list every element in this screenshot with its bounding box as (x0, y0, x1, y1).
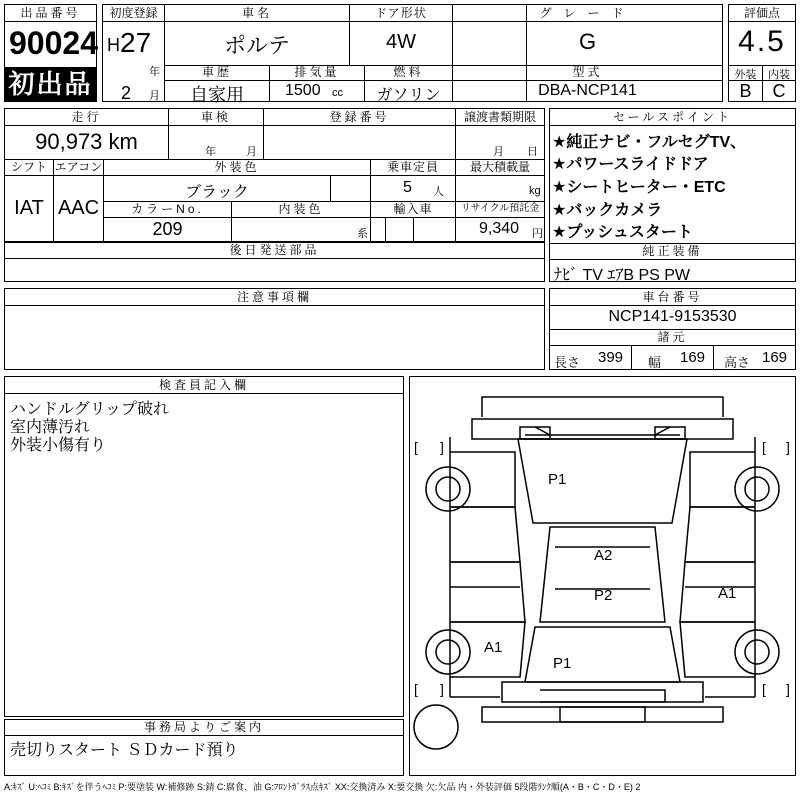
displacement: 1500 (285, 82, 321, 99)
interior-score: C (772, 81, 786, 101)
displacement-label: 排気量 (294, 65, 340, 79)
chassis-number: NCP141-9153530 (608, 308, 737, 325)
interior-color-label: 内装色 (278, 202, 324, 216)
first-reg-year-unit: 年 (149, 66, 160, 78)
equipment-label: 純正装備 (642, 244, 703, 258)
max-load-unit: kg (529, 185, 541, 197)
first-reg-month-unit: 月 (149, 90, 160, 102)
damage-mark-hood: P1 (548, 471, 567, 488)
transfer-label: 譲渡書類期限 (463, 110, 536, 124)
shift: IAT (14, 197, 44, 219)
plate-label: 登録番号 (329, 110, 390, 124)
first-reg-label: 初度登録 (109, 6, 158, 20)
score-label: 評価点 (743, 6, 780, 20)
sales-point-1: ★純正ナビ・フルセグTV、 (552, 134, 747, 151)
model-label: 型式 (572, 65, 603, 79)
recycle-label: リサイクル預託金 (460, 203, 540, 214)
door-label: ドア形状 (375, 6, 427, 20)
inspector-box (4, 376, 404, 717)
exterior-score-label: 外装 (734, 69, 757, 81)
office-note: 売切りスタート ＳＤカード預り (10, 742, 239, 759)
equipment: ﾅﾋﾞ TV ｴｱB PS PW (554, 267, 691, 284)
first-reg-month: 2 (121, 83, 132, 103)
damage-mark-roof: A2 (594, 547, 613, 564)
grade: G (578, 29, 597, 54)
inspector-note-3: 外装小傷有り (10, 437, 107, 454)
damage-mark-right-door: A1 (718, 585, 737, 602)
door-type: 4W (386, 31, 416, 53)
inspection-month-unit: 月 (246, 146, 257, 158)
fuel: ガソリン (376, 87, 441, 104)
sales-point-3: ★シートヒーター・ETC (552, 179, 726, 196)
details-grid (4, 108, 545, 242)
recycle-fee: 9,340 (479, 220, 520, 237)
capacity: 5 (403, 179, 412, 196)
lot-label: 出品番号 (20, 6, 81, 20)
exterior-score: B (739, 81, 752, 101)
first-reg-year: 27 (120, 27, 152, 58)
import-label: 輸入車 (393, 202, 433, 216)
lot-box (4, 4, 97, 102)
score-value: 4.5 (738, 25, 786, 58)
height: 169 (762, 349, 788, 366)
vehicle-info-grid (102, 4, 723, 105)
bracket-rear-right-open: [ (762, 681, 766, 697)
inspector-label: 検査員記入欄 (158, 378, 249, 392)
bracket-rear-right-close: ] (786, 681, 790, 697)
model-code: DBA-NCP141 (538, 82, 637, 99)
aircon-label: エアコン (54, 160, 103, 174)
exterior-color: ブラック (185, 184, 249, 201)
height-label: 高さ (724, 355, 751, 370)
grade-label: グレード (539, 6, 636, 20)
sales-points-label: セールスポイント (613, 110, 732, 124)
mileage: 90,973 km (35, 129, 138, 154)
sales-point-4: ★バックカメラ (552, 202, 663, 219)
interior-score-label: 内装 (768, 69, 790, 81)
first-listing-badge: 初出品 (5, 67, 96, 101)
color-no-label: カラーNo. (131, 202, 204, 216)
inspection-year-unit: 年 (205, 146, 216, 158)
legend-text: A:ｷｽﾞ U:ﾍｺﾐ B:ｷｽﾞを伴うﾍｺﾐ P:要塗装 W:補修跡 S:錆 C:腐食、油 G:ﾌﾛﾝﾄｶﾞﾗｽ点ｷｽﾞ XX:交換済み X:要交換 欠:欠品 内・外装評価 5段階ﾗﾝｸ順(A・B・C・D・E) 2 (4, 782, 641, 792)
recycle-unit: 円 (532, 228, 543, 240)
sales-point-2: ★パワースライドドア (552, 156, 709, 173)
bracket-front-left-open: [ (414, 439, 418, 455)
office-box (4, 719, 404, 776)
car-name-label: 車名 (241, 6, 272, 20)
width-label: 幅 (648, 355, 662, 370)
transfer-month-unit: 月 (493, 146, 504, 158)
mileage-label: 走行 (71, 110, 102, 124)
capacity-unit: 人 (433, 186, 444, 198)
fuel-label: 燃料 (393, 65, 424, 79)
chassis-label: 車台番号 (642, 290, 703, 304)
later-parts-box (4, 242, 545, 282)
inspector-note-1: ハンドルグリップ破れ (10, 401, 170, 418)
lot-number: 90024 (9, 25, 98, 61)
color-no: 209 (152, 219, 183, 239)
interior-color-unit: 系 (357, 228, 368, 240)
history-label: 車歴 (201, 65, 232, 79)
exterior-color-label: 外装色 (214, 160, 260, 174)
sales-points-box (549, 108, 796, 282)
car-name: ポルテ (223, 33, 290, 58)
bracket-rear-left-open: [ (414, 681, 418, 697)
transfer-day-unit: 日 (527, 146, 538, 158)
length-label: 長さ (554, 355, 581, 370)
aircon: AAC (57, 197, 100, 219)
notes-label: 注意事項欄 (236, 290, 312, 304)
first-reg-era: H (107, 35, 120, 55)
score-box (728, 4, 796, 102)
damage-mark-left-rear: A1 (484, 639, 503, 656)
notes-box (4, 288, 545, 370)
max-load-label: 最大積載量 (469, 160, 530, 174)
inspector-note-2: 室内薄汚れ (10, 419, 91, 436)
chassis-box (549, 288, 796, 370)
damage-mark-roof-rear: P2 (594, 587, 613, 604)
bracket-front-left-close: ] (440, 439, 444, 455)
bracket-rear-left-close: ] (440, 681, 444, 697)
history: 自家用 (190, 85, 244, 105)
car-outline-diagram (410, 377, 795, 775)
office-label: 事務局よりご案内 (143, 720, 264, 734)
capacity-label: 乗車定員 (386, 160, 439, 174)
displacement-unit: cc (332, 87, 343, 99)
sales-point-5: ★プッシュスタート (552, 224, 693, 241)
bracket-front-right-open: [ (762, 439, 766, 455)
bracket-front-right-close: ] (786, 439, 790, 455)
damage-diagram (409, 376, 796, 776)
width: 169 (680, 349, 706, 366)
shift-label: シフト (10, 160, 47, 174)
dimensions-label: 諸元 (657, 330, 688, 344)
length: 399 (598, 349, 624, 366)
inspection-label: 車検 (200, 110, 231, 124)
later-parts-label: 後日発送部品 (229, 243, 320, 257)
damage-mark-back: P1 (553, 655, 572, 672)
